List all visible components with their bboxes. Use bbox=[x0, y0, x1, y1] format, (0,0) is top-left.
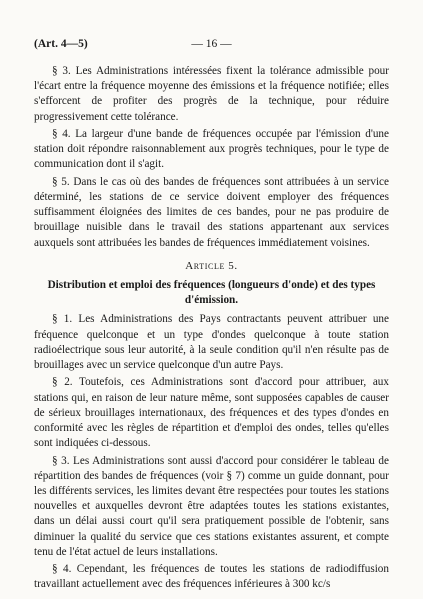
paragraph: § 2. Toutefois, ces Administrations sont d'accord pour attribuer, aux stations qui, en raison de leur nature même, sont supposées capables de causer de sérieux brouillages internationaux, des fréquences et des types d'ondes en conformité avec les règles de répartition et d'emploi des ondes, telles qu'elles sont indiquées ci-dessous. bbox=[34, 376, 389, 450]
paragraph: § 4. Cependant, les fréquences de toutes les stations de radiodiffusion travaillant actuellement avec des fréquences inférieures à 300 kc/s bbox=[34, 563, 389, 591]
paragraph: § 4. La largeur d'une bande de fréquences occupée par l'émission d'une station doit répondre raisonnablement aux progrès techniques, pour le type de communication dont il s'agit. bbox=[34, 128, 389, 171]
section-heading: Distribution et emploi des fréquences (longueurs d'onde) et des types d'émission. bbox=[47, 279, 376, 307]
article-reference: (Art. 4—5) bbox=[34, 38, 88, 50]
running-header bbox=[34, 36, 389, 52]
paragraph: § 1. Les Administrations des Pays contractants peuvent attribuer une fréquence quelconque et un type d'ondes quelconque à toute station radioélectrique sous leur autorité, à la seule condition qu'il n'en résulte pas de brouillages avec un service quelconque d'un autre Pays. bbox=[34, 313, 389, 372]
document-body bbox=[34, 64, 389, 595]
paragraph: § 3. Les Administrations sont aussi d'accord pour considérer le tableau de répartition des bandes de fréquences (voir § 7) comme un guide donnant, pour les différents services, les limites devant être respectées pour toutes les stations nouvelles et auxquelles devront être adaptées toutes les stations existantes, dans un délai aussi court qu'il sera pratiquement possible de l'obtenir, sans diminuer la qualité du service que ces stations existantes assurent, et compte tenu de l'état actuel de leurs installations. bbox=[34, 454, 389, 558]
page-number: — 16 — bbox=[191, 38, 232, 50]
article-title: Article 5. bbox=[185, 259, 238, 272]
paragraph: § 5. Dans le cas où des bandes de fréquences sont attribuées à un service déterminé, les stations de ce service doivent employer des fréquences suffisamment éloignées des limites de ces bandes, pour ne pas produire de brouillage nuisible dans le travail des stations appartenant aux services auxquels sont attribuées les bandes de fréquences immédiatement voisines. bbox=[34, 175, 389, 249]
paragraph: § 3. Les Administrations intéressées fixent la tolérance admissible pour l'écart entre la fréquence moyenne des émissions et la fréquence notifiée; elles s'efforcent de profiter des progrès de la technique, pour réduire progressivement cette tolérance. bbox=[34, 65, 389, 123]
